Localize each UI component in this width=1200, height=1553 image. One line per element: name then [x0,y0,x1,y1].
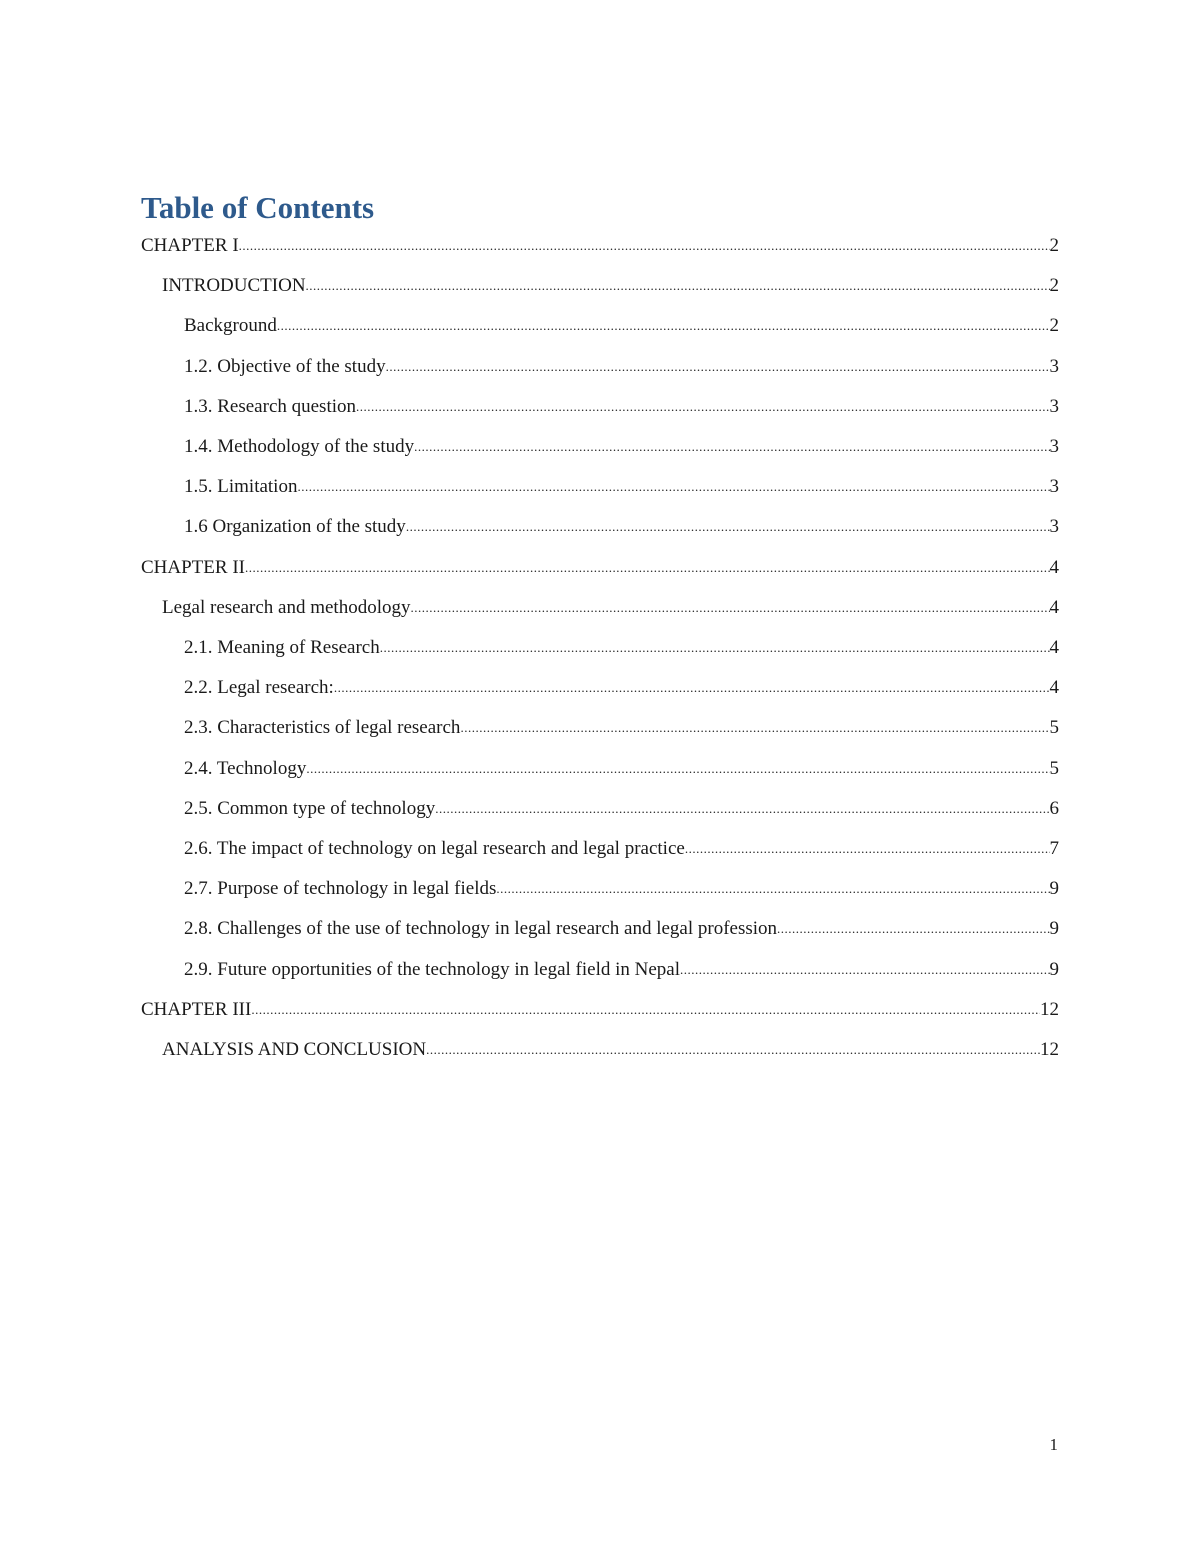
toc-entry-page-number: 4 [1049,637,1059,658]
toc-dot-leader [251,998,1040,1030]
toc-entry[interactable] [184,507,1059,547]
toc-entry-title: Background [184,315,277,336]
toc-entry[interactable] [184,668,1059,708]
toc-entry[interactable] [184,869,1059,909]
toc-entry-title: 2.5. Common type of technology [184,798,436,819]
toc-entry-page-number: 3 [1049,516,1059,537]
toc-entry[interactable] [184,950,1059,990]
toc-dot-leader [380,636,1050,668]
toc-entry-page-number: 7 [1049,838,1059,859]
toc-entry-title: 2.6. The impact of technology on legal research and legal practice [184,838,685,859]
toc-dot-leader [414,435,1049,467]
toc-entry-page-number: 5 [1049,758,1059,779]
page-number: 1 [1049,1435,1058,1454]
toc-dot-leader [496,877,1049,909]
toc-entry-page-number: 2 [1049,315,1059,336]
toc-entry-title: 2.2. Legal research: [184,677,334,698]
toc-entry-page-number: 5 [1049,717,1059,738]
toc-entry[interactable] [141,226,1059,266]
toc-entry-title: 2.8. Challenges of the use of technology in legal research and legal profession [184,918,778,939]
toc-entry-page-number: 3 [1049,476,1059,497]
toc-entry[interactable] [184,909,1059,949]
toc-dot-leader [239,234,1050,266]
toc-entry[interactable] [184,347,1059,387]
toc-entry[interactable] [184,749,1059,789]
toc-entry-title: INTRODUCTION [162,275,306,296]
toc-entry-title: CHAPTER I [141,235,239,256]
toc-entry[interactable] [184,387,1059,427]
toc-entry[interactable] [184,467,1059,507]
toc-entry-page-number: 2 [1049,235,1059,256]
toc-dot-leader [297,475,1049,507]
toc-entry-title: 1.4. Methodology of the study [184,436,415,457]
toc-entry[interactable] [184,628,1059,668]
toc-heading: Table of Contents [141,190,375,225]
toc-entry-title: 1.5. Limitation [184,476,298,497]
toc-entry[interactable] [184,789,1059,829]
toc-dot-leader [460,716,1049,748]
toc-entry-title: 1.3. Research question [184,396,357,417]
toc-entry[interactable] [184,306,1059,346]
toc-entry-page-number: 9 [1049,959,1059,980]
toc-entry[interactable] [162,266,1059,306]
toc-dot-leader [777,917,1049,949]
toc-entry-title: CHAPTER II [141,557,245,578]
toc-entry[interactable] [184,708,1059,748]
toc-entry-title: 2.9. Future opportunities of the technology in legal field in Nepal [184,959,681,980]
toc-entry-title: 2.4. Technology [184,758,307,779]
toc-entry-title: 2.3. Characteristics of legal research [184,717,461,738]
toc-dot-leader [245,556,1050,588]
toc-dot-leader [426,1038,1040,1070]
toc-entry-page-number: 3 [1049,396,1059,417]
toc-entry-page-number: 3 [1049,436,1059,457]
toc-entry[interactable] [184,829,1059,869]
toc-entry-title: CHAPTER III [141,999,252,1020]
toc-dot-leader [680,958,1049,990]
toc-dot-leader [406,515,1050,547]
toc-entry-title: Legal research and methodology [162,597,411,618]
toc-entry-page-number: 4 [1049,677,1059,698]
toc-entry[interactable] [184,427,1059,467]
toc-dot-leader [306,757,1049,789]
toc-dot-leader [334,676,1050,708]
toc-entry-page-number: 4 [1049,557,1059,578]
toc-dot-leader [277,314,1050,346]
toc-entry-page-number: 4 [1049,597,1059,618]
toc-dot-leader [685,837,1050,869]
toc-entry[interactable] [141,548,1059,588]
toc-entry-page-number: 12 [1040,1039,1059,1060]
toc-dot-leader [386,355,1050,387]
toc-dot-leader [356,395,1049,427]
toc-entry[interactable] [141,990,1059,1030]
toc-entry-page-number: 2 [1049,275,1059,296]
toc-dot-leader [410,596,1049,628]
toc-entry-page-number: 6 [1049,798,1059,819]
toc-entry-title: ANALYSIS AND CONCLUSION [162,1039,427,1060]
toc-entry-page-number: 9 [1049,918,1059,939]
toc-dot-leader [435,797,1049,829]
toc-dot-leader [306,274,1050,306]
toc-entry-title: 2.1. Meaning of Research [184,637,380,658]
toc-entry-title: 1.2. Objective of the study [184,356,386,377]
toc-entry-title: 1.6 Organization of the study [184,516,406,537]
toc-entry-page-number: 12 [1040,999,1059,1020]
toc-entry-title: 2.7. Purpose of technology in legal fields [184,878,497,899]
toc-entry[interactable] [162,588,1059,628]
toc-entry[interactable] [162,1030,1059,1070]
toc-entry-page-number: 3 [1049,356,1059,377]
toc-entry-page-number: 9 [1049,878,1059,899]
